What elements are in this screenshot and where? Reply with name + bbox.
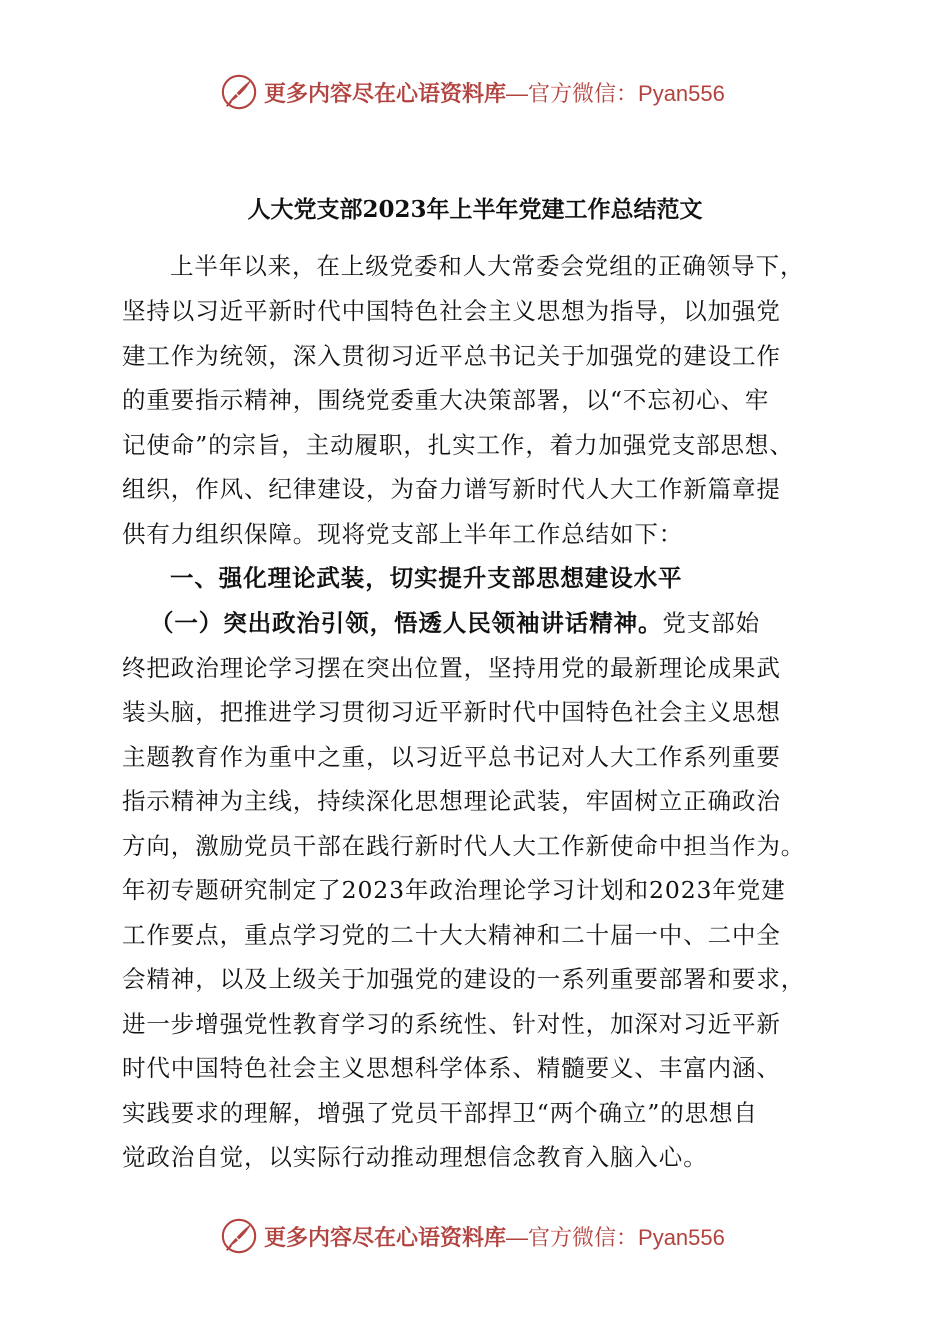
header-banner	[220, 72, 740, 112]
paragraph-line: 指示精神为主线，持续深化思想理论武装，牢固树立正确政治	[122, 787, 781, 815]
subsection-first-line	[150, 603, 832, 643]
feather-pen-logo-icon	[220, 1217, 258, 1255]
paragraph-line: 记使命”的宗旨，主动履职，扎实工作，着力加强党支部思想、	[122, 431, 794, 459]
subsection-first-line-text: 党支部始	[662, 609, 761, 637]
paragraph-line: 年初专题研究制定了2023年政治理论学习计划和2023年党建	[122, 876, 786, 904]
feather-pen-logo-icon	[220, 73, 258, 111]
paragraph-line: 觉政治自觉，以实际行动推动理想信念教育入脑入心。	[122, 1143, 708, 1171]
footer-banner	[220, 1216, 740, 1256]
banner-text	[264, 1221, 725, 1252]
paragraph-line: 装头脑，把推进学习贯彻习近平新时代中国特色社会主义思想	[122, 698, 781, 726]
paragraph-line: 工作要点，重点学习党的二十大大精神和二十届一中、二中全	[122, 921, 781, 949]
banner-text-tail: —官方微信：Pyan556	[506, 80, 725, 106]
banner-text-main: 更多内容尽在心语资料库	[264, 1224, 507, 1251]
paragraph-line: 建工作为统领，深入贯彻习近平总书记关于加强党的建设工作	[122, 342, 781, 370]
paragraph-line: 供有力组织保障。现将党支部上半年工作总结如下：	[122, 520, 684, 548]
paragraph-line: 上半年以来，在上级党委和人大常委会党组的正确领导下，	[170, 252, 805, 280]
paragraph-line: 进一步增强党性教育学习的系统性、针对性，加深对习近平新	[122, 1010, 781, 1038]
paragraph-line: 主题教育作为重中之重，以习近平总书记对人大工作系列重要	[122, 743, 781, 771]
paragraph-line: 终把政治理论学习摆在突出位置，坚持用党的最新理论成果武	[122, 654, 781, 682]
paragraph-line: 时代中国特色社会主义思想科学体系、精髓要义、丰富内涵、	[122, 1054, 781, 1082]
paragraph-line: 的重要指示精神，围绕党委重大决策部署，以“不忘初心、牢	[122, 386, 770, 414]
banner-text-tail: —官方微信：Pyan556	[506, 1224, 725, 1250]
paragraph-line: 方向，激励党员干部在践行新时代人大工作新使命中担当作为。	[122, 832, 806, 860]
section-heading: 一、强化理论武装，切实提升支部思想建设水平	[170, 564, 683, 592]
paragraph-line: 坚持以习近平新时代中国特色社会主义思想为指导，以加强党	[122, 297, 781, 325]
paragraph-line: 会精神，以及上级关于加强党的建设的一系列重要部署和要求，	[122, 965, 806, 993]
paragraph-line: 实践要求的理解，增强了党员干部捍卫“两个确立”的思想自	[122, 1099, 758, 1127]
banner-text-main: 更多内容尽在心语资料库	[264, 80, 507, 107]
paragraph-line: 组织，作风、纪律建设，为奋力谱写新时代人大工作新篇章提	[122, 475, 781, 503]
subsection-heading: （一）突出政治引领，悟透人民领袖讲话精神。	[150, 609, 663, 637]
banner-text	[264, 77, 725, 108]
document-title: 人大党支部2023年上半年党建工作总结范文	[247, 196, 703, 223]
